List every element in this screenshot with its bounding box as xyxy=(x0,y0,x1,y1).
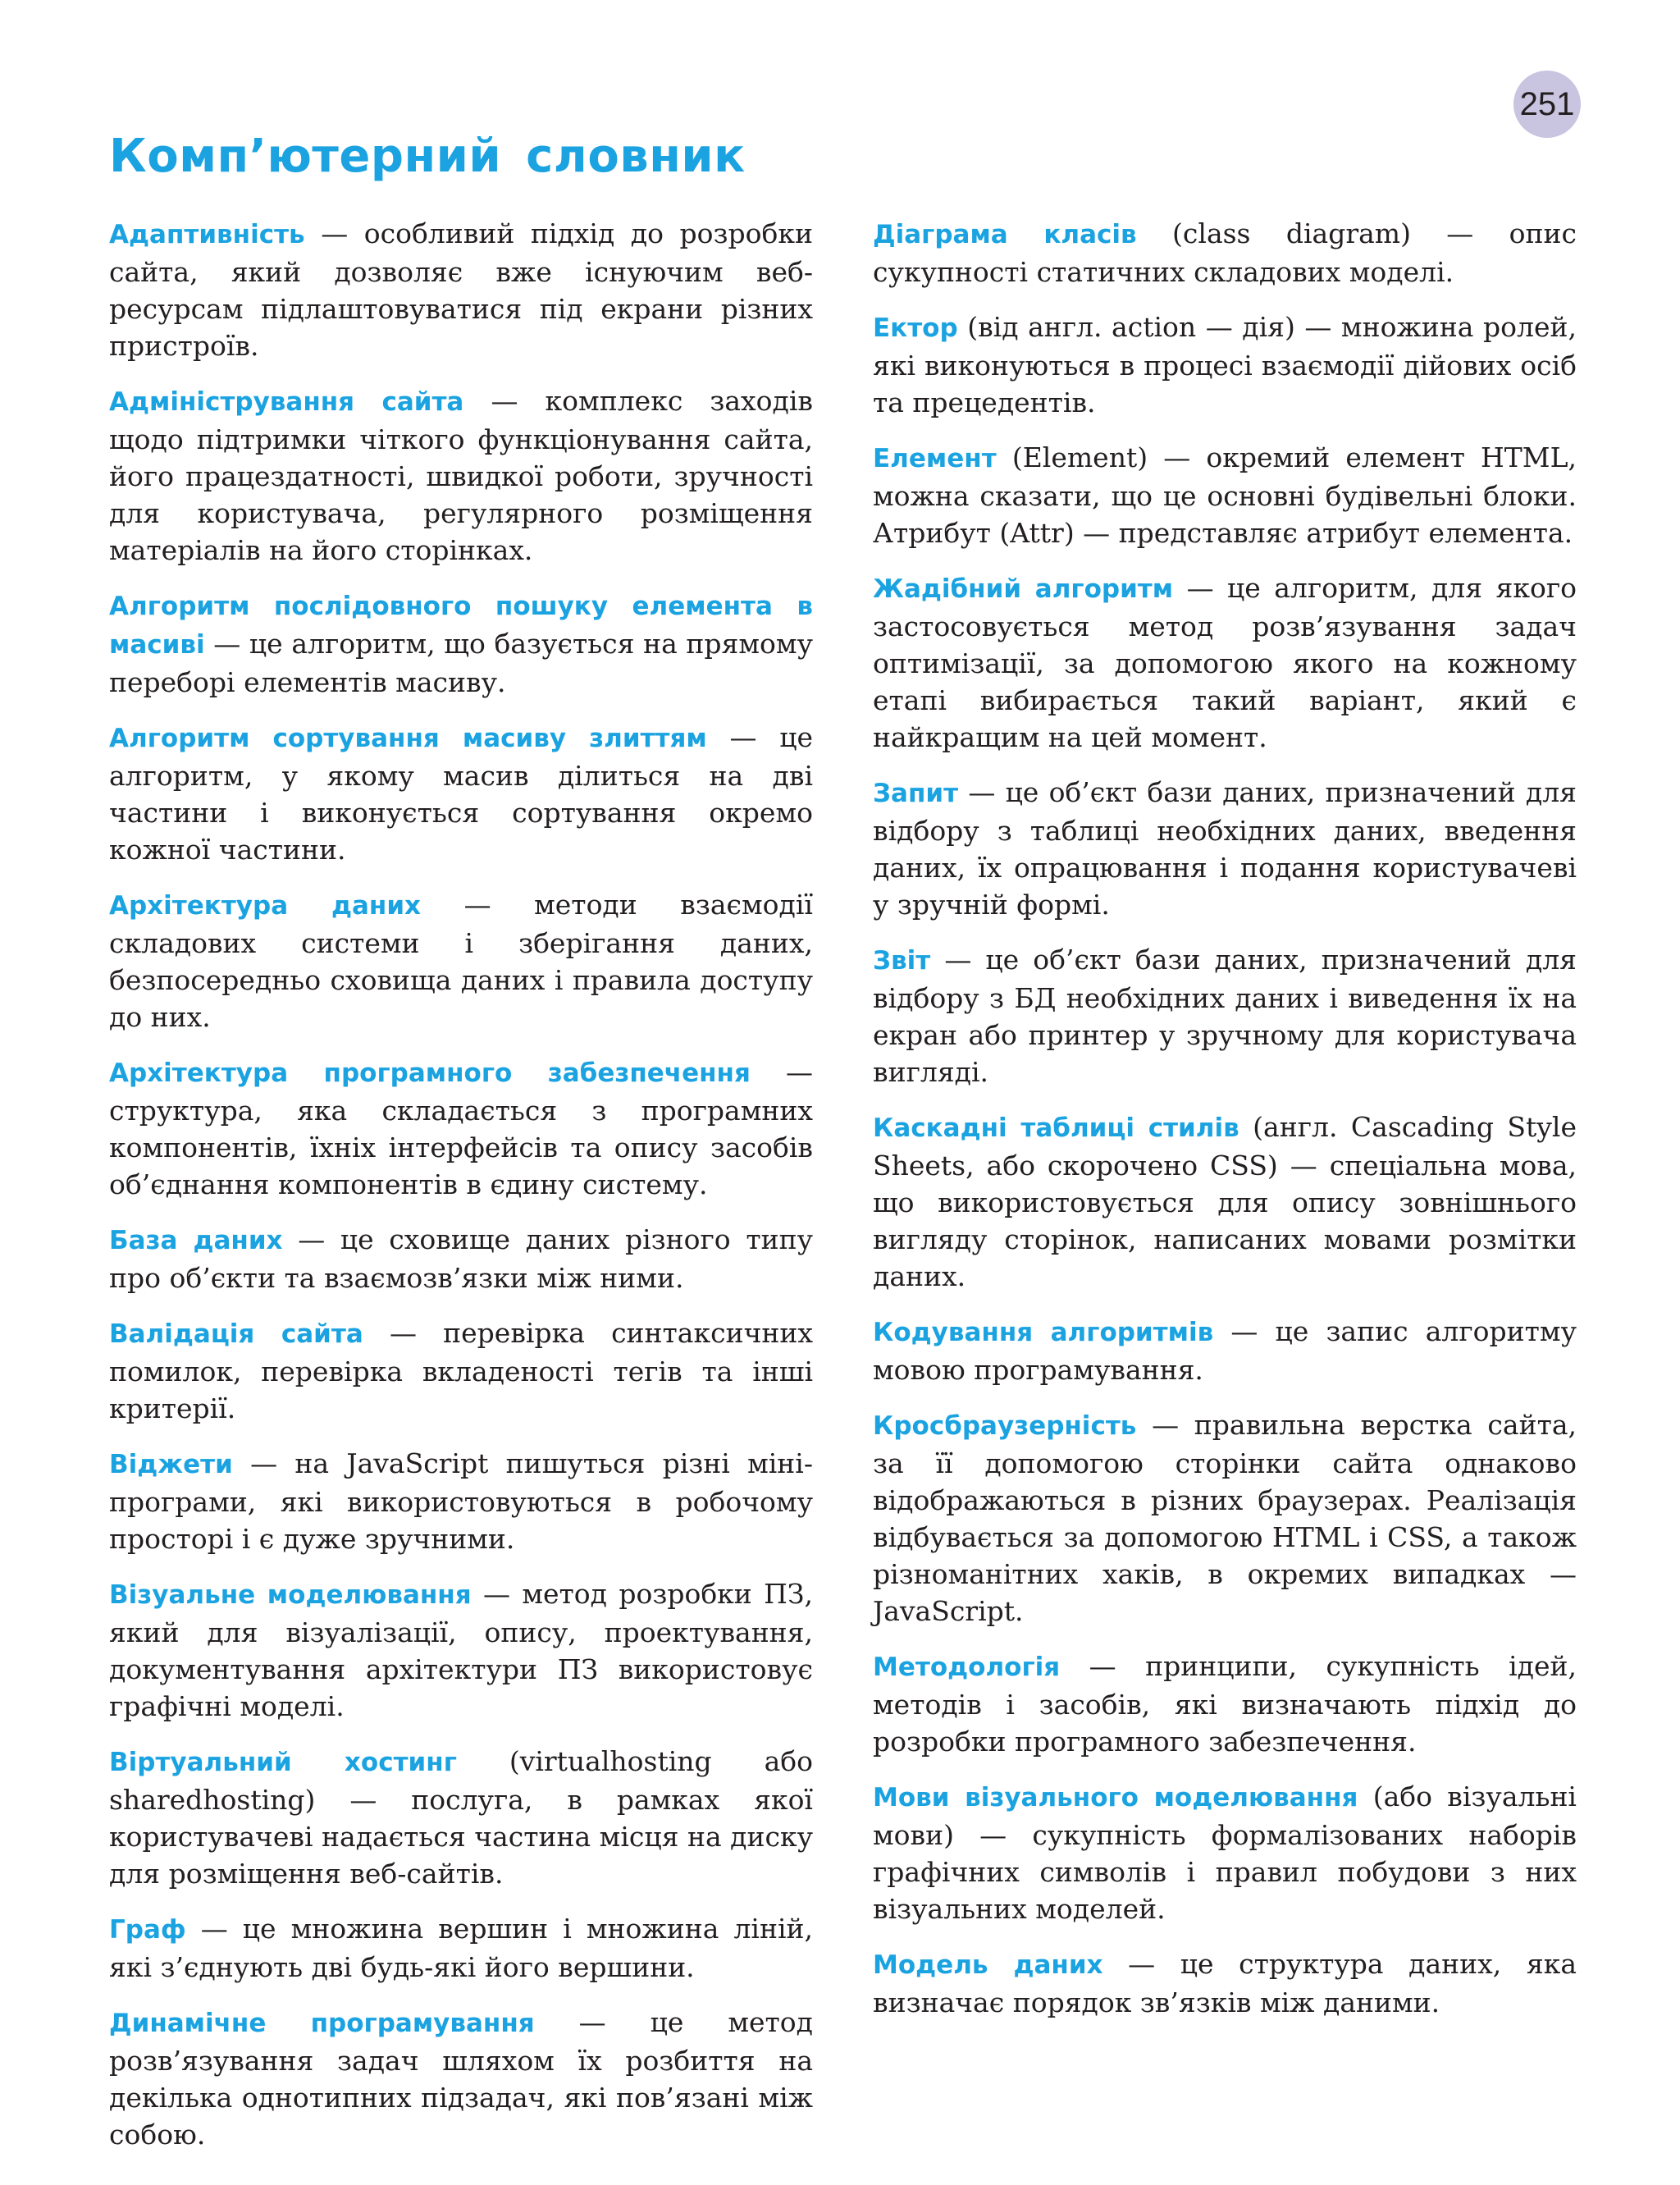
page-title: Комп’ютерний словник xyxy=(109,130,746,183)
glossary-definition: — це сховище даних різного типу про об’єкти та взаємозв’язки між ними. xyxy=(109,1223,813,1294)
page-number-badge: 251 xyxy=(1513,71,1581,138)
glossary-term: Валідація сайта xyxy=(109,1319,363,1349)
glossary-term: Архітектура даних xyxy=(109,891,422,921)
glossary-entry xyxy=(873,1778,1577,1927)
glossary-entry xyxy=(109,719,813,868)
glossary-definition: (virtualhosting або sharedhosting) — послуга, в рамках якої користувачеві надається частина місця на диску для розміщення веб-сайтів. xyxy=(109,1745,813,1890)
glossary-right-column xyxy=(873,215,1577,2039)
glossary-entry xyxy=(109,1314,813,1427)
glossary-entry xyxy=(109,2004,813,2153)
glossary-term: Динамічне програмування xyxy=(109,2009,535,2038)
glossary-entry xyxy=(873,439,1577,551)
glossary-definition: — це алгоритм, для якого застосовується метод розв’язування задач оптимізації, за допомогою якого на кожному етапі вибирається такий варіант, який є найкращим на цей момент. xyxy=(873,572,1577,753)
glossary-term: Віджети xyxy=(109,1450,233,1479)
glossary-definition: — це об’єкт бази даних, призначений для відбору з БД необхідних даних і виведення їх на екран або принтер у зручному для користувача вигляді. xyxy=(873,944,1577,1088)
glossary-term: Візуальне моделювання xyxy=(109,1580,472,1610)
glossary-term: Алгоритм послідовного пошуку елемента в масиві xyxy=(109,592,813,660)
glossary-entry xyxy=(873,941,1577,1090)
glossary-definition: — це множина вершин і множина ліній, які з’єднують дві будь-які його вершини. xyxy=(109,1913,813,1983)
glossary-entry xyxy=(109,886,813,1035)
glossary-term: Жадібний алгоритм xyxy=(873,574,1174,604)
glossary-entry xyxy=(109,382,813,569)
glossary-entry xyxy=(873,215,1577,290)
glossary-term: Діаграма класів xyxy=(873,220,1137,249)
glossary-definition: — це об’єкт бази даних, призначений для відбору з таблиці необхідних даних, введення даних, їх опрацювання і подання користувачеві у зручній формі. xyxy=(873,776,1577,921)
glossary-term: Запит xyxy=(873,779,959,808)
glossary-definition: — це алгоритм, у якому масив ділиться на дві частини і виконується сортування окремо кожної частини. xyxy=(109,721,813,866)
glossary-term: Адміністрування сайта xyxy=(109,387,464,417)
glossary-entry xyxy=(109,1575,813,1725)
glossary-definition: (від англ. action — дія) — множина ролей, які виконуються в процесі взаємодії дійових осіб та прецедентів. xyxy=(873,311,1577,418)
glossary-term: Модель даних xyxy=(873,1950,1103,1980)
glossary-definition: — це запис алгоритму мовою програмування. xyxy=(873,1315,1577,1386)
glossary-term: Методологія xyxy=(873,1652,1061,1682)
glossary-definition: — особливий підхід до розробки сайта, який дозволяє вже існуючим веб-ресурсам підлаштовуватися під екрани різних пристроїв. xyxy=(109,217,813,362)
glossary-entry xyxy=(109,587,813,701)
glossary-term: Ектор xyxy=(873,313,958,343)
glossary-entry xyxy=(109,1910,813,1986)
glossary-term: Віртуальний хостинг xyxy=(109,1748,457,1777)
glossary-term: Архітектура програмного забезпечення xyxy=(109,1058,751,1088)
glossary-entry xyxy=(109,215,813,364)
glossary-definition: (англ. Cascading Style Sheets, або скорочено CSS) — спеціальна мова, що використовується для опису зовнішнього вигляду сторінок, написаних мовами розмітки даних. xyxy=(873,1111,1577,1292)
glossary-entry xyxy=(873,569,1577,756)
glossary-entry xyxy=(873,774,1577,923)
glossary-term: Кодування алгоритмів xyxy=(873,1318,1214,1347)
glossary-entry xyxy=(873,1648,1577,1760)
glossary-definition: — комплекс заходів щодо підтримки чіткого функціонування сайта, його працездатності, швидкої роботи, зручності для користувача, регулярного розміщення матеріалів на його сторінках. xyxy=(109,385,813,566)
glossary-entry xyxy=(109,1743,813,1892)
glossary-entry xyxy=(873,309,1577,421)
glossary-definition: — методи взаємодії складових системи і зберігання даних, безпосередньо сховища даних і правила доступу до них. xyxy=(109,889,813,1033)
glossary-entry xyxy=(109,1221,813,1296)
glossary-term: Кросбраузерність xyxy=(873,1411,1137,1441)
glossary-entry xyxy=(873,1108,1577,1295)
glossary-term: Звіт xyxy=(873,946,931,976)
glossary-definition: (або візуальні мови) — сукупність формалізованих наборів графічних символів і правил побудови з них візуальних моделей. xyxy=(873,1780,1577,1925)
glossary-definition: — перевірка синтаксичних помилок, перевірка вкладеності тегів та інші критерії. xyxy=(109,1317,813,1424)
glossary-term: Адаптивність xyxy=(109,220,305,249)
glossary-term: Алгоритм сортування масиву злиттям xyxy=(109,724,707,753)
glossary-definition: — це метод розв’язування задач шляхом їх розбиття на декілька однотипних підзадач, які пов’язані між собою. xyxy=(109,2006,813,2151)
glossary-definition: — метод розробки ПЗ, який для візуалізації, опису, проектування, документування архітектури ПЗ використовує графічні моделі. xyxy=(109,1578,813,1722)
glossary-definition: — правильна верстка сайта, за її допомогою сторінки сайта однаково відображаються в різних браузерах. Реалізація відбувається за допомогою HTML і CSS, а також різноманітних хаків, в окремих випадках — JavaScript. xyxy=(873,1409,1577,1627)
glossary-term: Елемент xyxy=(873,444,997,473)
glossary-entry xyxy=(109,1054,813,1203)
glossary-term: База даних xyxy=(109,1226,283,1255)
glossary-term: Мови візуального моделювання xyxy=(873,1783,1358,1812)
glossary-definition: — на JavaScript пишуться різні міні-програми, які використовуються в робочому просторі і є дуже зручними. xyxy=(109,1447,813,1555)
glossary-definition: — принципи, сукупність ідей, методів і засобів, які визначають підхід до розробки програмного забезпечення. xyxy=(873,1650,1577,1758)
glossary-definition: — структура, яка складається з програмних компонентів, їхніх інтерфейсів та опису засобів об’єднання компонентів в єдину систему. xyxy=(109,1056,813,1200)
glossary-entry xyxy=(873,1945,1577,2021)
glossary-entry xyxy=(873,1313,1577,1388)
glossary-definition: — це структура даних, яка визначає порядок зв’язків між даними. xyxy=(873,1948,1577,2018)
glossary-term: Каскадні таблиці стилів xyxy=(873,1113,1239,1143)
glossary-entry xyxy=(873,1406,1577,1630)
glossary-entry xyxy=(109,1445,813,1557)
glossary-definition: — це алгоритм, що базується на прямому переборі елементів масиву. xyxy=(109,628,813,698)
glossary-term: Граф xyxy=(109,1915,186,1945)
glossary-left-column xyxy=(109,215,813,2171)
glossary-definition: (class diagram) — опис сукупності статичних складових моделі. xyxy=(873,217,1577,288)
glossary-definition: (Element) — окремий елемент HTML, можна сказати, що це основні будівельні блоки. Атрибут (Attr) — представляє атрибут елемента. xyxy=(873,441,1577,549)
